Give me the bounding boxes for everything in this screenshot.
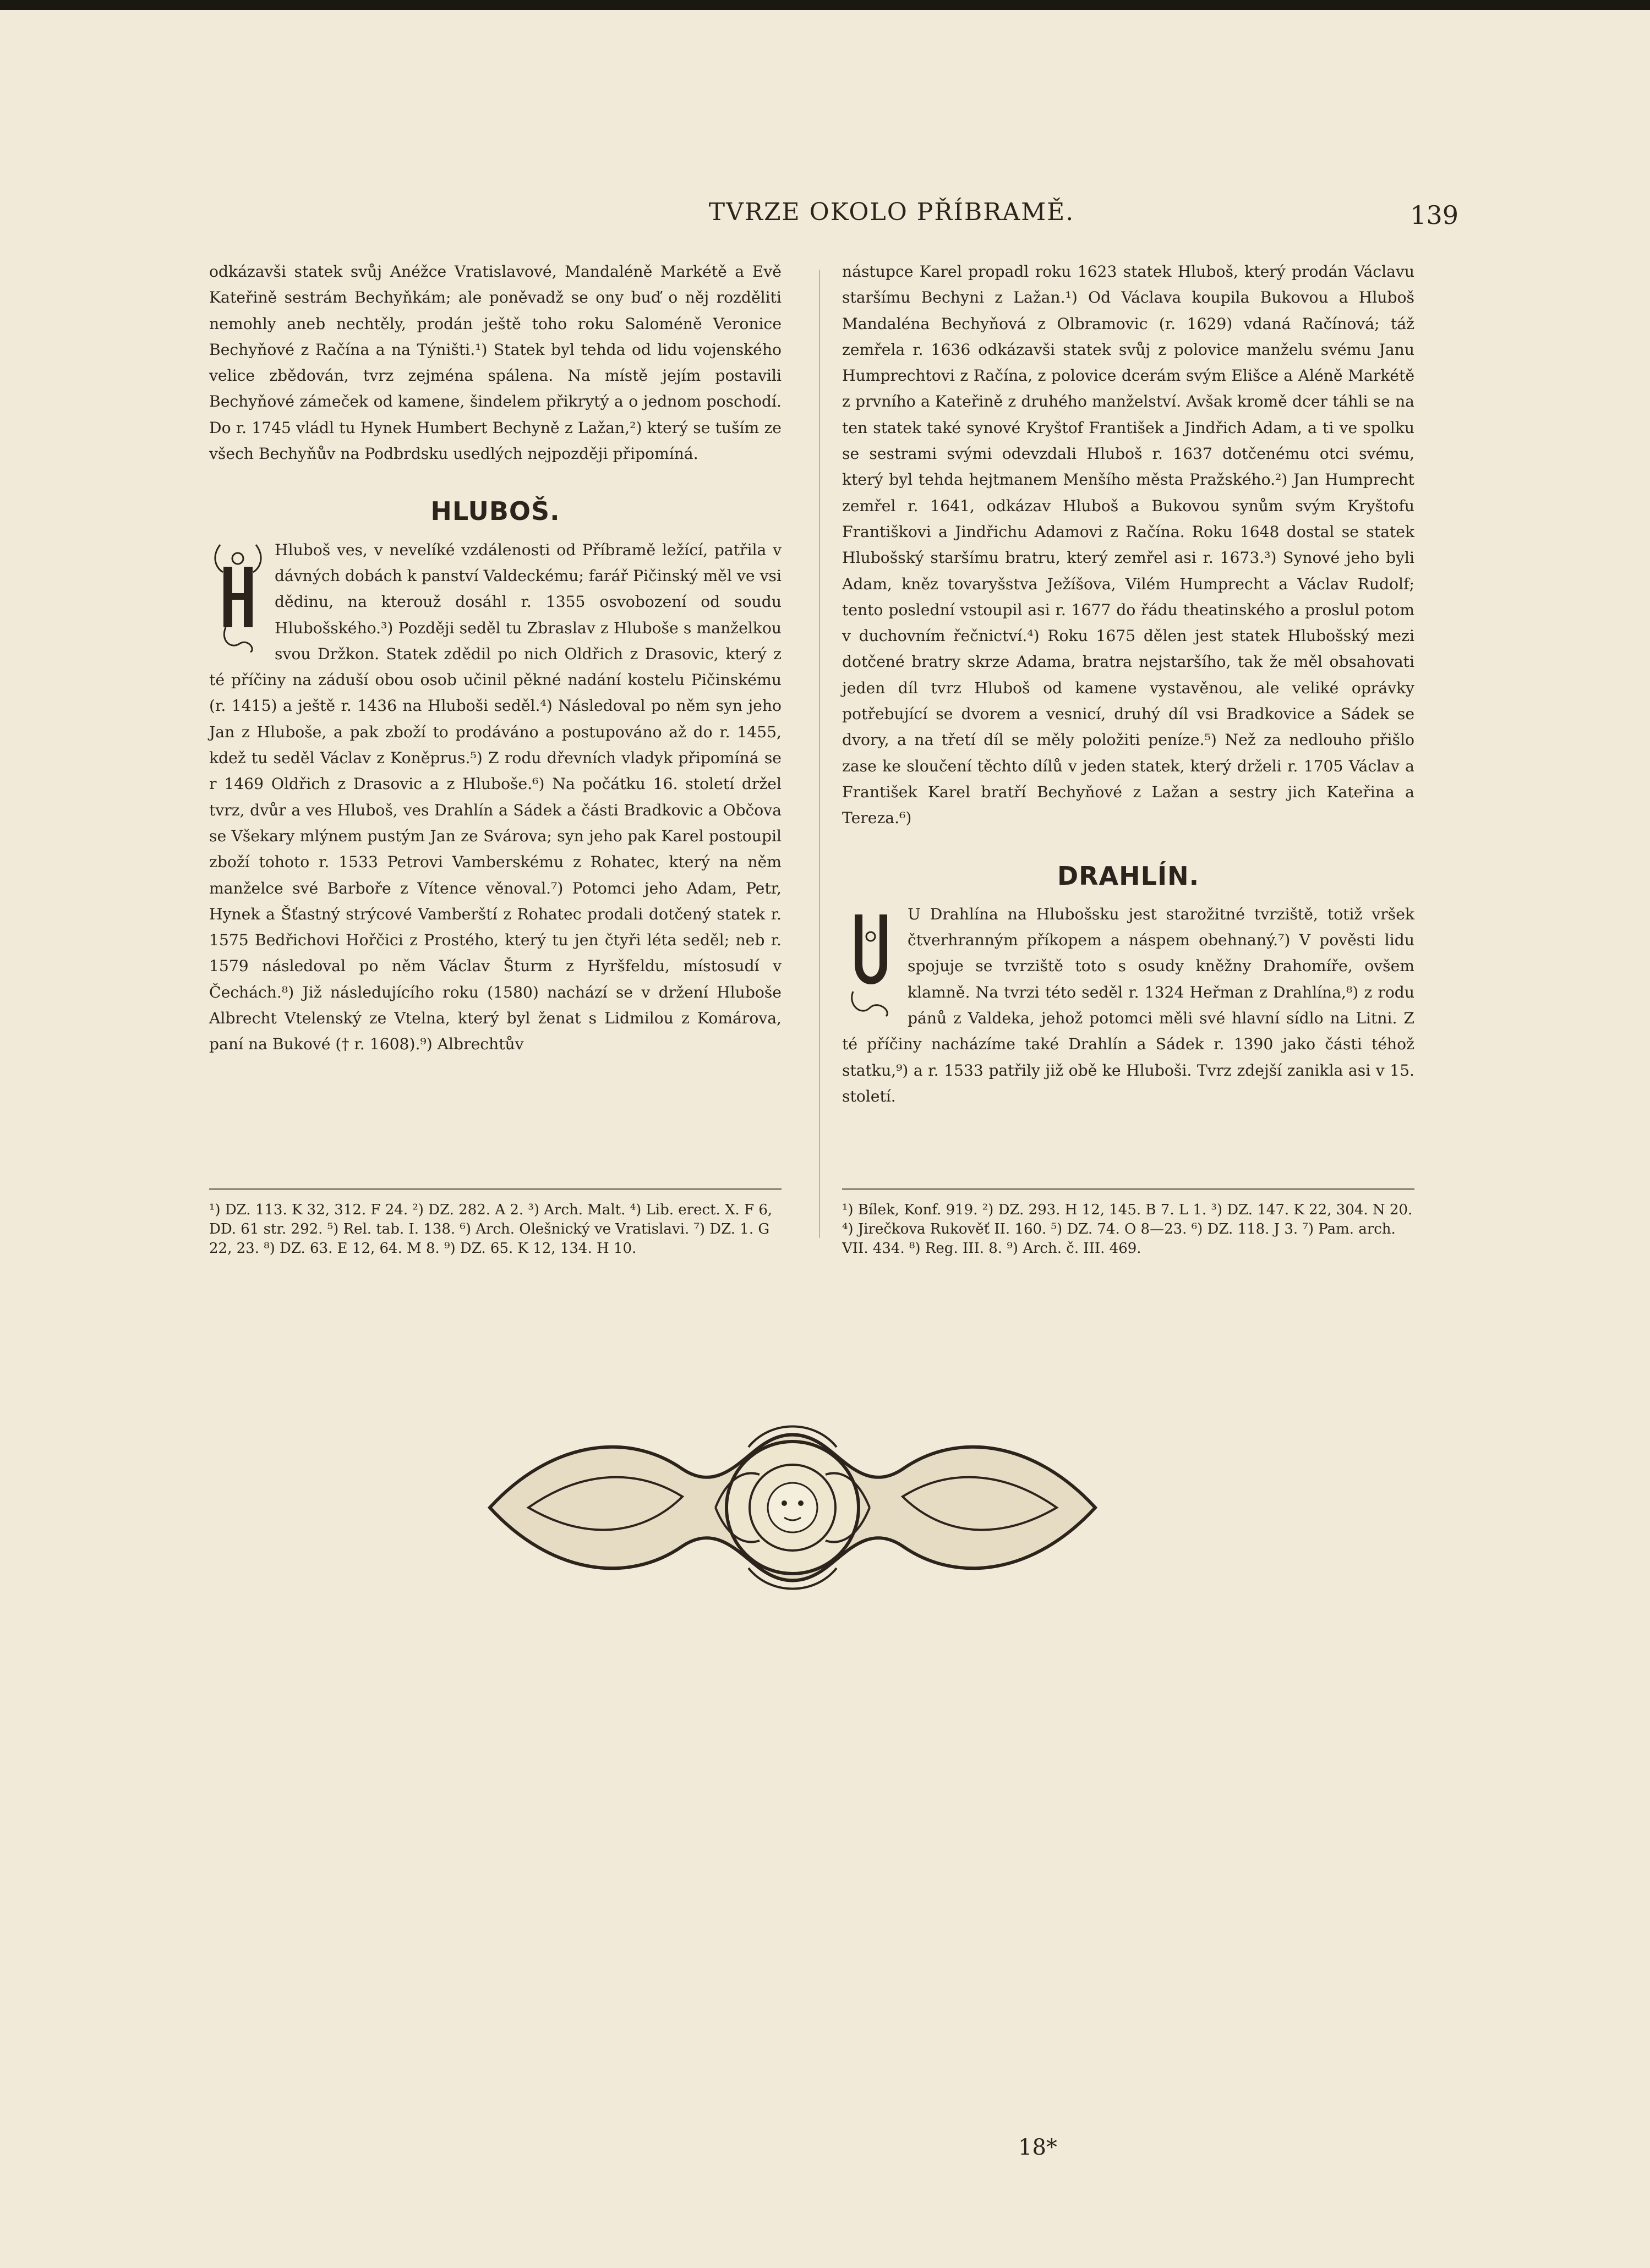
page-header	[215, 198, 1458, 237]
running-title: TVRZE OKOLO PŘÍBRAMĚ.	[708, 198, 1075, 226]
scan-edge	[0, 0, 1650, 10]
page-number: 139	[1410, 200, 1458, 230]
column-divider	[819, 270, 820, 1238]
decorative-ornament	[484, 1387, 1101, 1629]
signature-mark: 18*	[1018, 2135, 1057, 2160]
initial-h-icon	[209, 539, 267, 655]
right-column	[842, 259, 1414, 1109]
section-title-hlubos: HLUBOŠ.	[430, 496, 560, 527]
left-intro-paragraph: odkázavši statek svůj Anéžce Vratislavové, Mandaléně Markétě a Evě Kateřině sestrám Bechyňkám; ale poněvadž se ony buď o něj rozděliti nemohly aneb nechtěly, prodán ještě toho roku Saloméně Veronice Bechyňové z Račína a na Týništi.¹) Statek byl tehda od lidu vojenského velice zbědován, tvrz zejména spálena. Na místě jejím postavili Bechyňové zámeček od kamene, šindelem přikrytý a o jednom poschodí. Do r. 1745 vládl tu Hynek Humbert Bechyně z Lažan,²) který se tuším ze všech Bechyňův na Podbrdsku usedlých nejpozději připomíná.	[209, 262, 782, 463]
ornamental-initial-h	[209, 539, 267, 655]
left-footnotes: ¹) DZ. 113. K 32, 312. F 24. ²) DZ. 282. A 2. ³) Arch. Malt. ⁴) Lib. erect. X. F 6, DD. 61 str. 292. ⁵) Rel. tab. I. 138. ⁶) Arch. Olešnický ve Vratislavi. ⁷) DZ. 1. G 22, 23. ⁸) DZ. 63. E 12, 64. M 8. ⁹) DZ. 65. K 12, 134. H 10.	[209, 1188, 782, 1258]
left-column	[209, 259, 782, 1058]
right-intro-paragraph: nástupce Karel propadl roku 1623 statek Hluboš, který prodán Václavu staršímu Bechyni z Lažan.¹) Od Václava koupila Bukovou a Hluboš Mandaléna Bechyňová z Olbramovic (r. 1629) vdaná Račínová; táž zemřela r. 1636 odkázavši statek svůj z polovice manželu svému Janu Humprechtovi z Račína, z polovice dcerám svým Elišce a Aléně Markétě z prvního a Kateřině z druhého manželství. Avšak kromě dcer táhli se na ten statek také synové Kryštof František a Jindřich Adam, a ti ve spolku se sestrami svými odevzdali Hluboš r. 1637 dotčenému otci svému, který byl tehda hejtmanem Menšího města Pražského.²) Jan Humprecht zemřel r. 1641, odkázav Hluboš a Bukovou synům svým Kryštofu Františkovi a Jindřichu Adamovi z Račína. Roku 1648 dostal se statek Hlubošský staršímu bratru, který zemřel asi r. 1673.³) Synové jeho byli Adam, kněz tovaryšstva Ježíšova, Vilém Humprecht a Václav Rudolf; tento poslední vstoupil asi r. 1677 do řádu theatinského a proslul potom v duchovním řečnictví.⁴) Roku 1675 dělen jest statek Hlubošský mezi dotčené bratry skrze Adama, bratra nejstaršího, tak že měl obsahovati jeden díl tvrz Hluboš od kamene vystavěnou, ale veliké oprávky potřebující se dvorem a vesnicí, druhý díl vsi Bradkovice a Sádek se dvory, a na třetí díl se měly položiti peníze.⁵) Než za nedlouho přišlo zase ke sloučení těchto dílů v jeden statek, který drželi r. 1705 Václav a František Karel bratří Bechyňové z Lažan a sestry jich Kateřina a Tereza.⁶)	[842, 262, 1414, 828]
ornamental-initial-u	[842, 903, 900, 1019]
right-footnotes: ¹) Bílek, Konf. 919. ²) DZ. 293. H 12, 145. B 7. L 1. ³) DZ. 147. K 22, 304. N 20. ⁴) Jirečkova Rukověť II. 160. ⁵) DZ. 74. O 8—23. ⁶) DZ. 118. J 3. ⁷) Pam. arch. VII. 434. ⁸) Reg. III. 8. ⁹) Arch. č. III. 469.	[842, 1188, 1414, 1258]
sun-ornament-icon	[484, 1387, 1101, 1629]
drahlin-paragraph: U Drahlína na Hlubošsku jest starožitné tvrziště, totiž vršek čtverhranným příkopem a náspem obehnaný.⁷) V pověsti lidu spojuje se tvrziště toto s osudy kněžny Drahomíře, ovšem klamně. Na tvrzi této seděl r. 1324 Heřman z Drahlína,⁸) z rodu pánů z Valdeka, jehož potomci měli své hlavní sídlo na Litni. Z té příčiny nacházíme také Drahlín a Sádek r. 1390 jako části téhož statku,⁹) a r. 1533 patřily již obě ke Hluboši. Tvrz zdejší zanikla asi v 15. století.	[842, 905, 1414, 1105]
section-drahlin	[842, 863, 1414, 1110]
section-title-drahlin: DRAHLÍN.	[1057, 861, 1200, 891]
initial-u-icon	[842, 903, 900, 1019]
hlubos-paragraph: Hluboš ves, v nevelíké vzdálenosti od Příbramě ležící, patřila v dávných dobách k panství Valdeckému; farář Pičinský měl ve vsi dědinu, na kterouž dosáhl r. 1355 osvobození od soudu Hlubošského.³) Později seděl tu Zbraslav z Hluboše s manželkou svou Držkon. Statek zdědil po nich Oldřich z Drasovic, který z té příčiny na záduší obou osob učinil pěkné nadání kostelu Pičinskému (r. 1415) a ještě r. 1436 na Hluboši seděl.⁴) Následoval po něm syn jeho Jan z Hluboše, a pak zboží to prodáváno a postupováno až do r. 1455, kdež tu seděl Václav z Koněprus.⁵) Z rodu dřevních vladyk připomíná se r 1469 Oldřich z Drasovic a z Hluboše.⁶) Na počátku 16. století držel tvrz, dvůr a ves Hluboš, ves Drahlín a Sádek a části Bradkovic a Občova se Všekary mlýnem pustým Jan ze Svárova; syn jeho pak Karel postoupil zboží tohoto r. 1533 Petrovi Vamberskému z Rohatec, který na něm manželce své Barboře z Vítence věnoval.⁷) Potomci jeho Adam, Petr, Hynek a Šťastný strýcové Vamberští z Rohatec prodali dotčený statek r. 1575 Bedřichovi Hořčici z Prostého, který tu jen čtyři léta seděl; neb r. 1579 následoval po něm Václav Šturm z Hyršfeldu, místosudí v Čechách.⁸) Již následujícího roku (1580) nachází se v držení Hluboše Albrecht Vtelenský ze Vtelna, který byl ženat s Lidmilou z Komárova, paní na Bukové († r. 1608).⁹) Albrechtův	[209, 540, 782, 1054]
section-hlubos	[209, 498, 782, 1057]
